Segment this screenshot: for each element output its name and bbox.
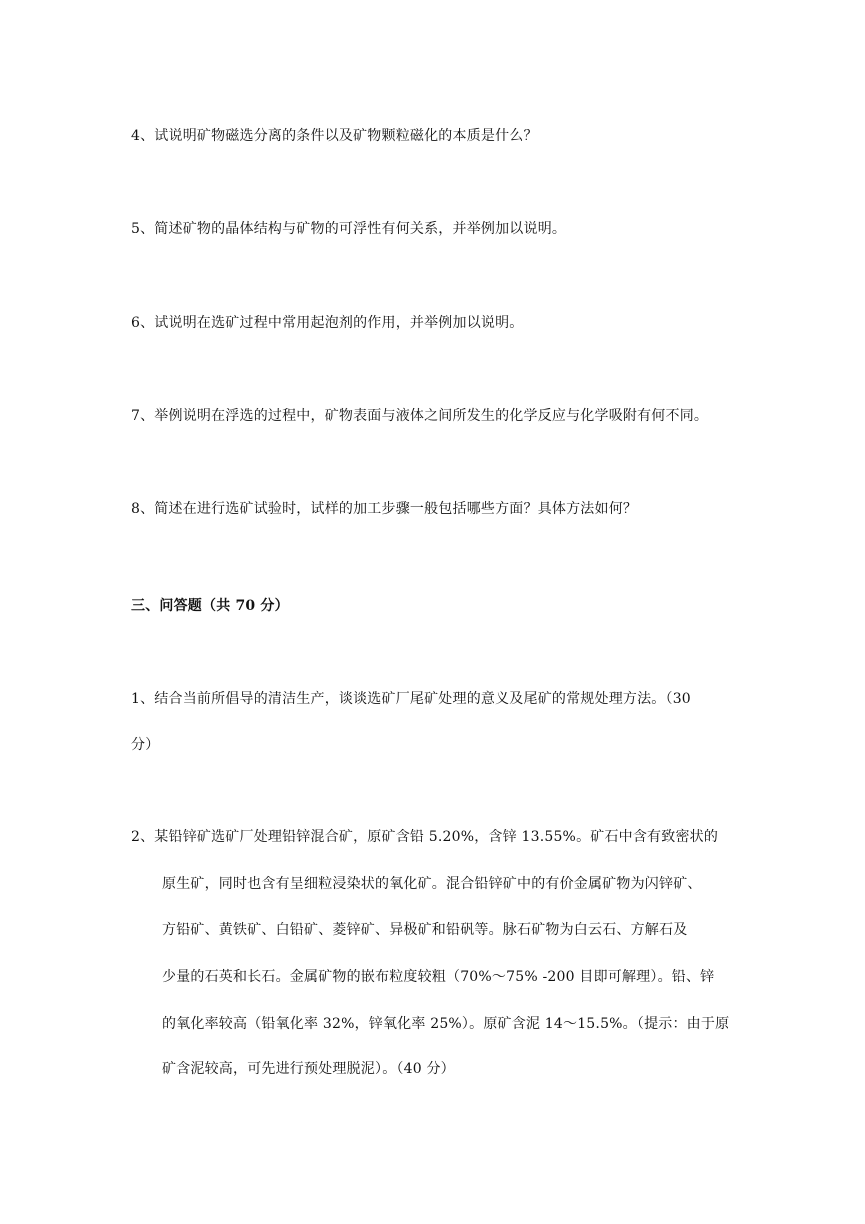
answer-question-2-line-5: 的氧化率较高（铅氧化率 32%，锌氧化率 25%）。原矿含泥 14～15.5%。（提示：由于原 <box>162 1016 730 1032</box>
question-7: 7、举例说明在浮选的过程中，矿物表面与液体之间所发生的化学反应与化学吸附有何不同。 <box>131 408 709 424</box>
answer-question-2-line-2: 原生矿，同时也含有呈细粒浸染状的氧化矿。混合铅锌矿中的有价金属矿物为闪锌矿、 <box>162 876 702 892</box>
answer-question-2-line-4: 少量的石英和长石。金属矿物的嵌布粒度较粗（70%～75% -200 目即可解理）。铅、锌 <box>162 969 715 985</box>
question-5: 5、简述矿物的晶体结构与矿物的可浮性有何关系，并举例加以说明。 <box>131 221 567 237</box>
answer-question-2-line-3: 方铅矿、黄铁矿、白铅矿、菱锌矿、异极矿和铅矾等。脉石矿物为白云石、方解石及 <box>162 922 688 938</box>
section-heading: 三、问答题（共 70 分） <box>131 598 289 614</box>
answer-question-2-line-1: 2、某铅锌矿选矿厂处理铅锌混合矿，原矿含铅 5.20%，含锌 13.55%。矿石中含有致密状的 <box>131 829 719 845</box>
answer-question-1-line-1: 1、结合当前所倡导的清洁生产，谈谈选矿厂尾矿处理的意义及尾矿的常规处理方法。（30 <box>131 691 691 707</box>
question-4: 4、试说明矿物磁选分离的条件以及矿物颗粒磁化的本质是什么？ <box>131 128 538 144</box>
answer-question-2-line-6: 矿含泥较高，可先进行预处理脱泥）。（40 分） <box>162 1061 455 1077</box>
question-8: 8、简述在进行选矿试验时，试样的加工步骤一般包括哪些方面？具体方法如何？ <box>131 501 638 517</box>
question-6: 6、试说明在选矿过程中常用起泡剂的作用，并举例加以说明。 <box>131 315 524 331</box>
answer-question-1-line-2: 分） <box>131 737 160 753</box>
